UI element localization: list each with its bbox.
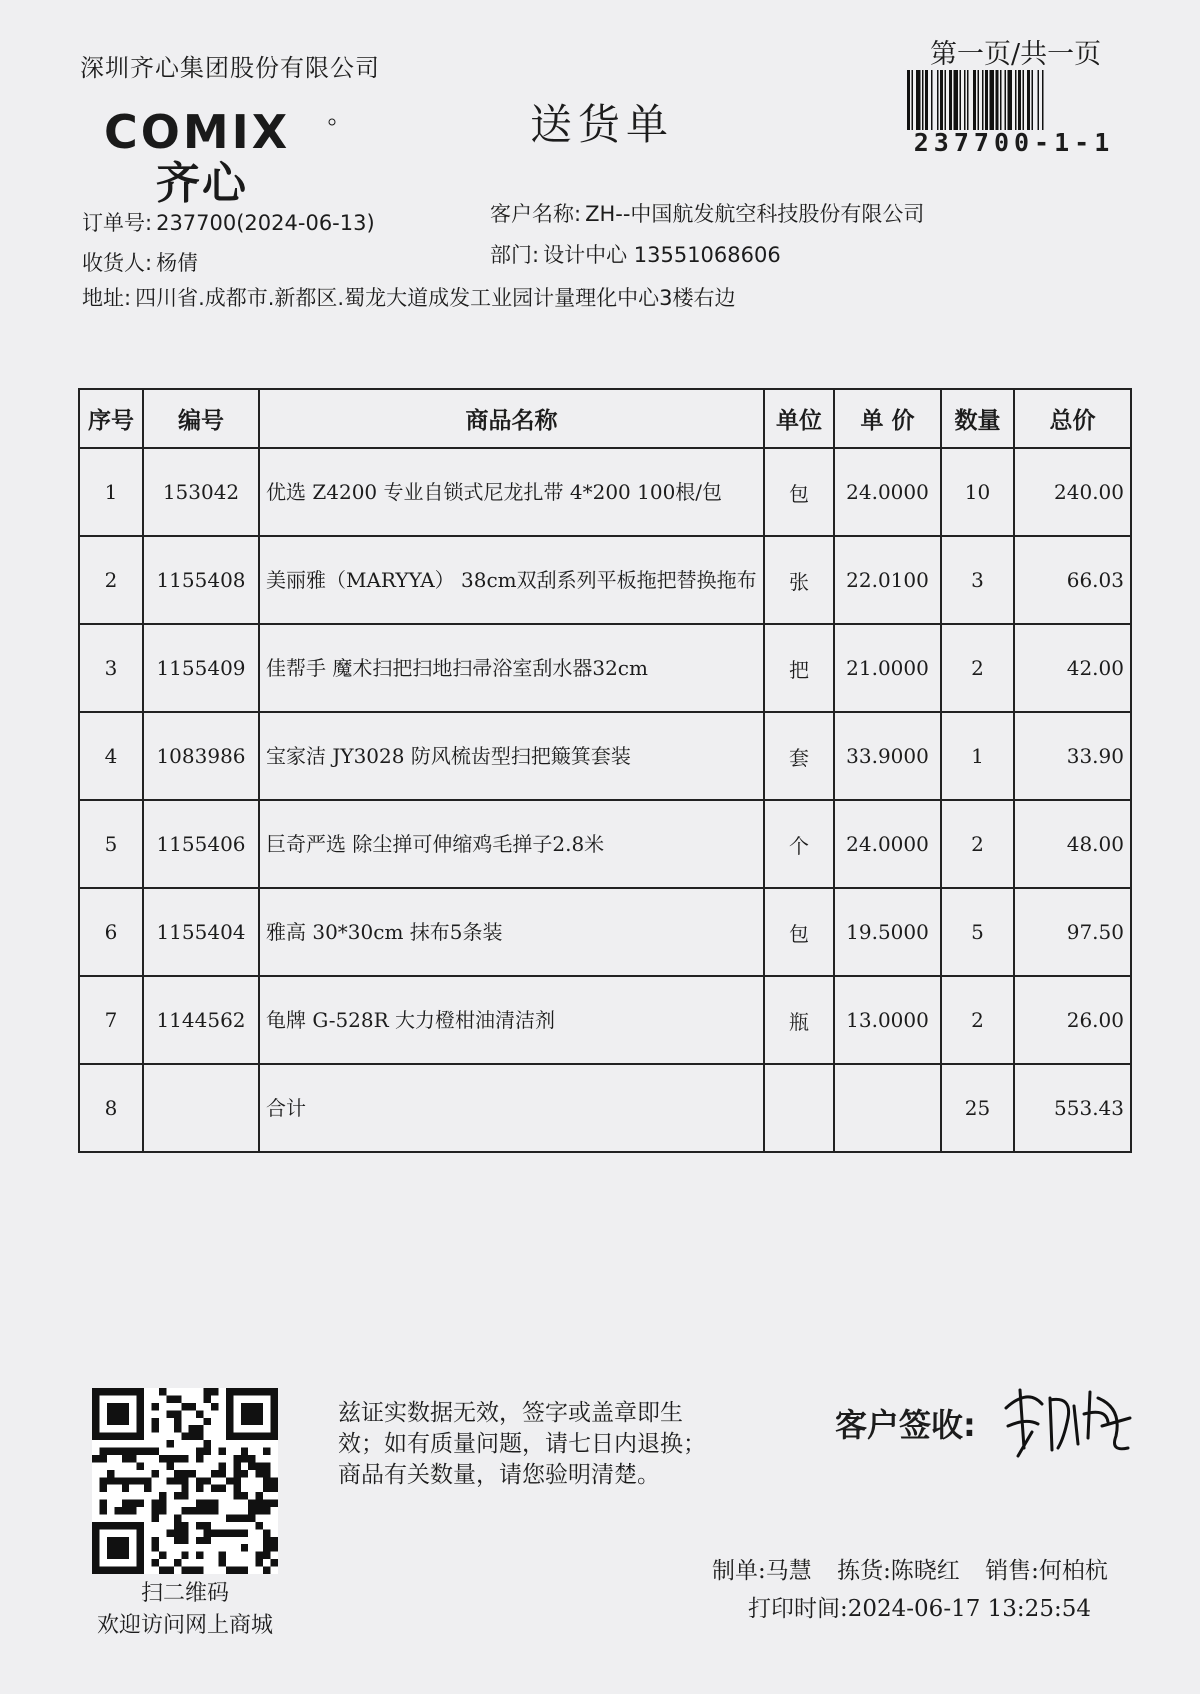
cell-unit — [764, 1064, 834, 1152]
cell-seq: 1 — [79, 448, 143, 536]
cell-code: 1155404 — [143, 888, 259, 976]
cell-total: 48.00 — [1014, 800, 1131, 888]
cell-code: 153042 — [143, 448, 259, 536]
cell-total: 97.50 — [1014, 888, 1131, 976]
cell-qty: 2 — [941, 976, 1014, 1064]
notice-line: 效；如有质量问题，请七日内退换； — [338, 1431, 706, 1457]
cell-seq: 4 — [79, 712, 143, 800]
svg-text:COMIX: COMIX — [104, 105, 291, 159]
cell-unit: 把 — [764, 624, 834, 712]
header-total: 总价 — [1014, 389, 1131, 448]
notice-line: 商品有关数量，请您验明清楚。 — [338, 1462, 660, 1488]
sales: 销售:何柏杭 — [985, 1558, 1108, 1584]
cell-seq: 6 — [79, 888, 143, 976]
header-qty: 数量 — [941, 389, 1014, 448]
cell-price — [834, 1064, 941, 1152]
order-number — [82, 207, 375, 237]
cell-total: 26.00 — [1014, 976, 1131, 1064]
barcode-number: 237700-1-1 — [913, 128, 1115, 157]
customer — [490, 198, 924, 228]
header-price: 单 价 — [834, 389, 941, 448]
cell-code: 1155408 — [143, 536, 259, 624]
header-code: 编号 — [143, 389, 259, 448]
cell-qty: 3 — [941, 536, 1014, 624]
table-row — [79, 976, 1131, 1064]
cell-unit: 套 — [764, 712, 834, 800]
order-number-value: 237700(2024-06-13) — [156, 211, 375, 235]
table-row-total — [79, 1064, 1131, 1152]
cell-qty: 2 — [941, 800, 1014, 888]
cell-name: 龟牌 G-528R 大力橙柑油清洁剂 — [259, 976, 764, 1064]
address-label: 地址: — [82, 286, 132, 310]
cell-unit: 张 — [764, 536, 834, 624]
page-indicator: 第一页/共一页 — [930, 39, 1102, 70]
table-row — [79, 800, 1131, 888]
cell-total: 240.00 — [1014, 448, 1131, 536]
cell-price: 24.0000 — [834, 448, 941, 536]
table-row — [79, 712, 1131, 800]
comix-logo — [100, 104, 340, 204]
cell-code: 1155409 — [143, 624, 259, 712]
header-name: 商品名称 — [259, 389, 764, 448]
cell-unit: 瓶 — [764, 976, 834, 1064]
table-row — [79, 888, 1131, 976]
cell-qty: 2 — [941, 624, 1014, 712]
table-row — [79, 624, 1131, 712]
cell-code — [143, 1064, 259, 1152]
qr-code[interactable] — [92, 1388, 278, 1574]
cell-name: 合计 — [259, 1064, 764, 1152]
receiver — [82, 247, 198, 277]
notice-text — [338, 1398, 706, 1491]
notice-line: 兹证实数据无效，签字或盖章即生 — [338, 1400, 683, 1426]
barcode — [905, 70, 1123, 130]
print-time: 打印时间:2024-06-17 13:25:54 — [748, 1596, 1091, 1622]
cell-price: 33.9000 — [834, 712, 941, 800]
handwritten-signature — [998, 1378, 1138, 1468]
cell-qty: 10 — [941, 448, 1014, 536]
order-number-label: 订单号: — [82, 211, 153, 235]
maker: 制单:马慧 — [712, 1558, 812, 1584]
svg-text:齐心: 齐心 — [156, 158, 248, 204]
cell-unit: 包 — [764, 888, 834, 976]
cell-total: 42.00 — [1014, 624, 1131, 712]
cell-price: 22.0100 — [834, 536, 941, 624]
cell-qty: 25 — [941, 1064, 1014, 1152]
qr-caption-mall: 欢迎访问网上商城 — [96, 1613, 273, 1638]
cell-name: 美丽雅（MARYYA） 38cm双刮系列平板拖把替换拖布 — [259, 536, 764, 624]
table-row — [79, 448, 1131, 536]
cell-code: 1144562 — [143, 976, 259, 1064]
cell-seq: 3 — [79, 624, 143, 712]
cell-name: 优选 Z4200 专业自锁式尼龙扎带 4*200 100根/包 — [259, 448, 764, 536]
department-label: 部门: — [490, 243, 540, 267]
cell-unit: 个 — [764, 800, 834, 888]
cell-name: 佳帮手 魔术扫把扫地扫帚浴室刮水器32cm — [259, 624, 764, 712]
cell-seq: 5 — [79, 800, 143, 888]
department — [490, 239, 781, 269]
address — [82, 282, 735, 312]
department-value: 设计中心 13551068606 — [543, 243, 781, 267]
company-name: 深圳齐心集团股份有限公司 — [80, 54, 380, 82]
qr-caption: 扫二维码 — [140, 1581, 229, 1606]
cell-price: 13.0000 — [834, 976, 941, 1064]
cell-total: 33.90 — [1014, 712, 1131, 800]
table-row — [79, 536, 1131, 624]
customer-label: 客户名称: — [490, 202, 582, 226]
document-title: 送货单 — [530, 100, 675, 149]
cell-seq: 7 — [79, 976, 143, 1064]
staff-info — [712, 1552, 1126, 1585]
customer-sign-label: 客户签收: — [835, 1406, 976, 1444]
receiver-value: 杨倩 — [156, 251, 199, 275]
cell-unit: 包 — [764, 448, 834, 536]
cell-name: 宝家洁 JY3028 防风梳齿型扫把簸箕套装 — [259, 712, 764, 800]
picker: 拣货:陈晓红 — [837, 1558, 960, 1584]
cell-seq: 2 — [79, 536, 143, 624]
cell-qty: 5 — [941, 888, 1014, 976]
cell-name: 雅高 30*30cm 抹布5条装 — [259, 888, 764, 976]
customer-value: ZH--中国航发航空科技股份有限公司 — [585, 202, 925, 226]
header-unit: 单位 — [764, 389, 834, 448]
cell-seq: 8 — [79, 1064, 143, 1152]
address-value: 四川省.成都市.新都区.蜀龙大道成发工业园计量理化中心3楼右边 — [135, 286, 736, 310]
cell-qty: 1 — [941, 712, 1014, 800]
cell-price: 19.5000 — [834, 888, 941, 976]
header-seq: 序号 — [79, 389, 143, 448]
receiver-label: 收货人: — [82, 251, 153, 275]
cell-total: 66.03 — [1014, 536, 1131, 624]
cell-code: 1083986 — [143, 712, 259, 800]
cell-total: 553.43 — [1014, 1064, 1131, 1152]
items-table — [78, 388, 1132, 1153]
cell-code: 1155406 — [143, 800, 259, 888]
table-header-row — [79, 389, 1131, 448]
cell-name: 巨奇严选 除尘掸可伸缩鸡毛掸子2.8米 — [259, 800, 764, 888]
cell-price: 21.0000 — [834, 624, 941, 712]
cell-price: 24.0000 — [834, 800, 941, 888]
